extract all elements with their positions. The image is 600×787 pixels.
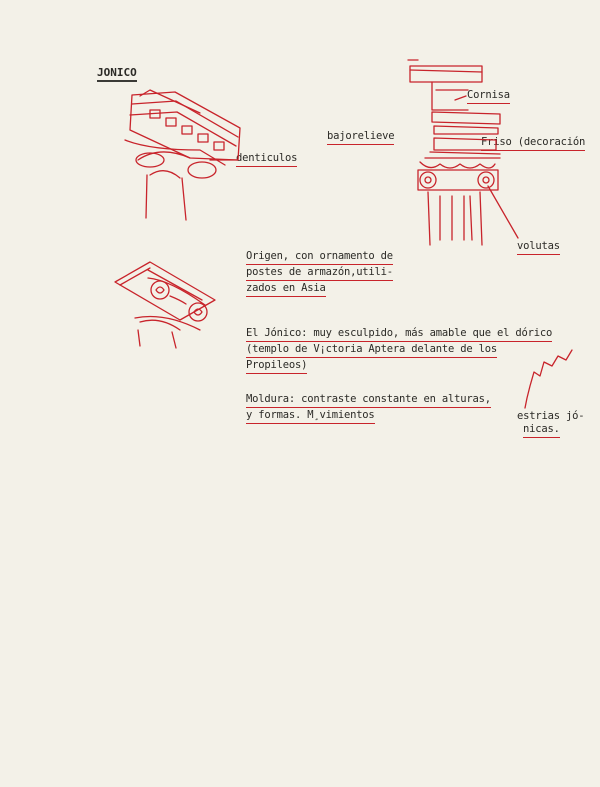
label-volutas: volutas <box>517 240 560 255</box>
label-estrias-line2: nicas. <box>523 423 560 438</box>
moldura-line-2: y formas. M¸vimientos <box>246 409 375 424</box>
jonico-line-2: (templo de V¡ctoria Aptera delante de los <box>246 343 497 358</box>
ionic-cornice-sketch <box>125 90 240 220</box>
origen-line-2: postes de armazón,utili- <box>246 266 393 281</box>
label-bajorelieve: bajorelieve <box>327 130 394 145</box>
label-friso: Friso (decoración <box>481 136 585 151</box>
volute-capital-sketch <box>115 262 215 348</box>
ionic-order-sketch <box>408 60 518 245</box>
label-cornisa: Cornisa <box>467 89 510 104</box>
origen-line-1: Origen, con ornamento de <box>246 250 393 265</box>
jonico-line-1: El Jónico: muy esculpido, más amable que el dórico <box>246 327 552 342</box>
label-estrias-line1: estrias jó- <box>517 410 585 422</box>
origen-line-3: zados en Asia <box>246 282 326 297</box>
label-denticulos: denticulos <box>236 152 297 167</box>
jonico-line-3: Propileos) <box>246 359 307 374</box>
page-title: JONICO <box>97 66 137 82</box>
moldura-line-1: Moldura: contraste constante en alturas, <box>246 393 491 408</box>
estrias-squiggle <box>525 350 572 408</box>
